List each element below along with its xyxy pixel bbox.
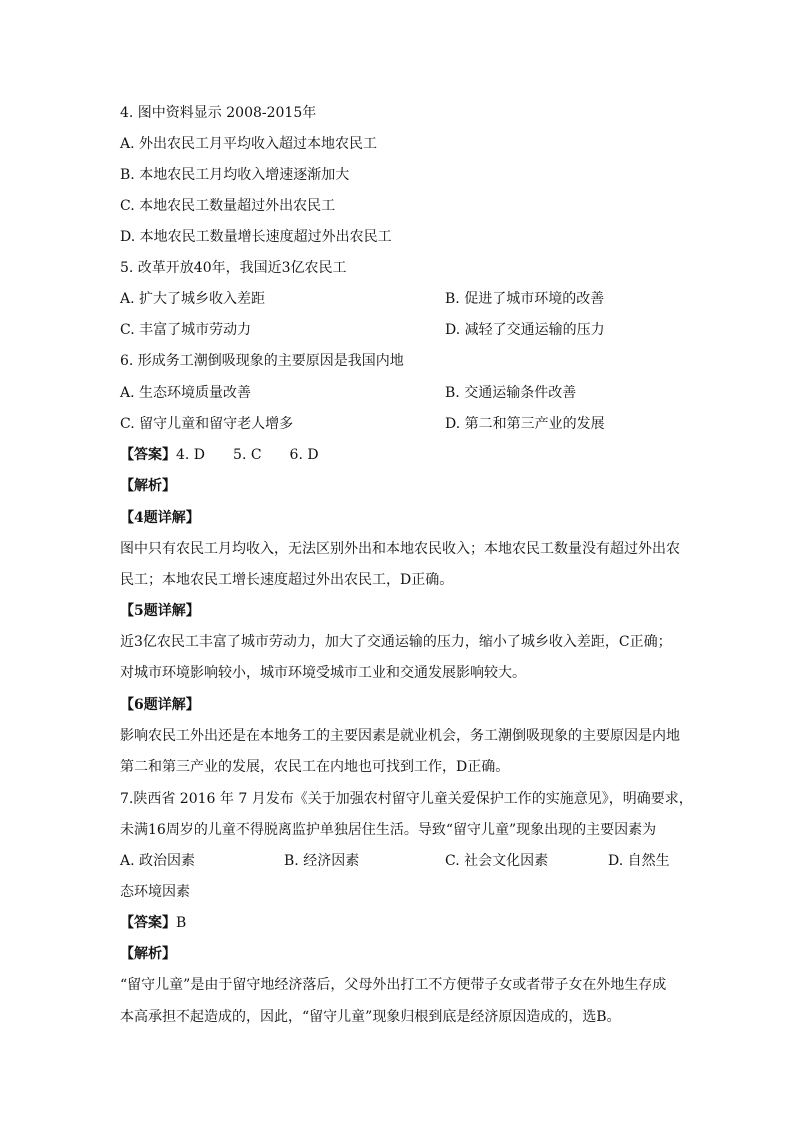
q6-option-c: C. 留守儿童和留守老人增多 [120,416,294,432]
analysis2-line2: 本高承担不起造成的，因此，“留守儿童”现象归根到底是经济原因造成的，选B。 [120,1009,621,1025]
q6-option-b: B. 交通运输条件改善 [445,385,577,401]
q4-option-a: A. 外出农民工月平均收入超过本地农民工 [120,136,378,152]
answer-text: 4. D 5. C 6. D [176,447,319,463]
answer-label: 【答案】 [120,447,176,463]
detail6-line2: 第二和第三产业的发展，农民工在内地也可找到工作，D正确。 [120,759,510,775]
q5-option-b: B. 促进了城市环境的改善 [445,291,605,307]
answer-block-2 [120,914,186,932]
q6-option-a: A. 生态环境质量改善 [120,385,252,401]
q6-option-d: D. 第二和第三产业的发展 [445,416,605,432]
q7-option-d-continued: 态环境因素 [120,884,190,900]
q5-option-a: A. 扩大了城乡收入差距 [120,291,266,307]
q7-option-a: A. 政治因素 [120,853,196,869]
q7-option-b: B. 经济因素 [284,853,360,869]
q5-option-c: C. 丰富了城市劳动力 [120,322,252,338]
q4-stem: 4. 图中资料显示 2008-2015年 [120,105,317,121]
q6-stem: 6. 形成务工潮倒吸现象的主要原因是我国内地 [120,353,404,369]
detail4-title: 【4题详解】 [120,510,200,526]
analysis2-title: 【解析】 [120,946,176,962]
answer-label: 【答案】 [120,915,176,931]
detail4-line1: 图中只有农民工月均收入，无法区别外出和本地农民收入；本地农民工数量没有超过外出农 [120,541,680,557]
answer-text: B [176,915,187,931]
detail5-title: 【5题详解】 [120,603,200,619]
detail6-title: 【6题详解】 [120,697,200,713]
q7-option-d: D. 自然生 [608,853,670,869]
q4-option-c: C. 本地农民工数量超过外出农民工 [120,198,336,214]
q5-stem: 5. 改革开放40年，我国近3亿农民工 [120,260,347,276]
detail6-line1: 影响农民工外出还是在本地务工的主要因素是就业机会，务工潮倒吸现象的主要原因是内地 [120,728,680,744]
q7-option-c: C. 社会文化因素 [445,853,549,869]
q7-line2: 未满16周岁的儿童不得脱离监护单独居住生活。导致“留守儿童”现象出现的主要因素为 [120,822,657,838]
detail5-line2: 对城市环境影响较小，城市环境受城市工业和交通发展影响较大。 [120,665,526,681]
detail5-line1: 近3亿农民工丰富了城市劳动力，加大了交通运输的压力，缩小了城乡收入差距，C正确； [120,634,672,650]
answer-block-1 [120,446,319,464]
q5-option-d: D. 减轻了交通运输的压力 [445,322,605,338]
q4-option-b: B. 本地农民工月均收入增速逐渐加大 [120,167,350,183]
q4-option-d: D. 本地农民工数量增长速度超过外出农民工 [120,229,392,245]
detail4-line2: 民工；本地农民工增长速度超过外出农民工，D正确。 [120,572,454,588]
q7-line1: 7.陕西省 2016 年 7 月发布《关于加强农村留守儿童关爱保护工作的实施意见》，明确要求， [120,791,693,807]
analysis-label: 【解析】 [120,478,176,494]
analysis2-line1: “留守儿童”是由于留守地经济落后，父母外出打工不方便带子女或者带子女在外地生存成 [120,977,667,993]
